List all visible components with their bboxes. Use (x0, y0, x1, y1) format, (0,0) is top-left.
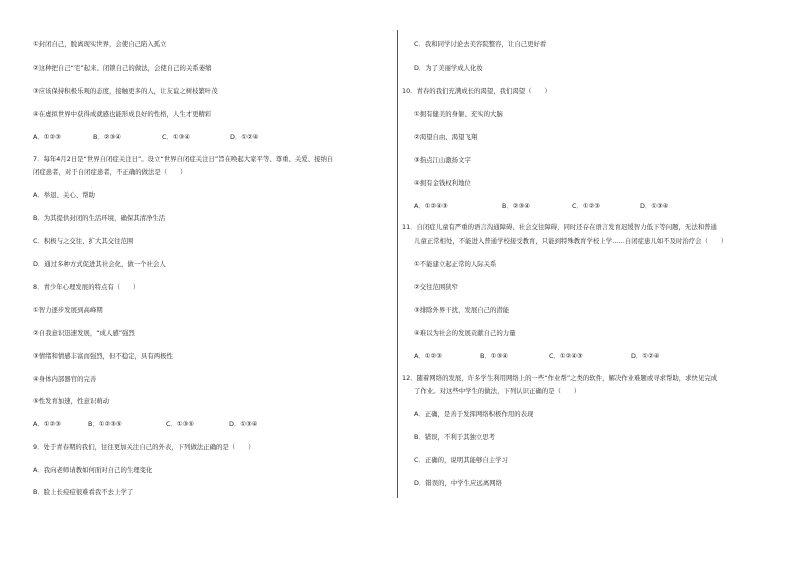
q7-option-b: B．为其提供封闭的生活环境，确保其清净生活 (33, 214, 166, 222)
q12-option-a: A．正确，是善于发挥网络积极作用的表现 (414, 410, 534, 418)
q10-option-4: ④拥有金钱权利地位 (414, 179, 471, 187)
q7-option-a: A．举退、关心、帮助 (33, 191, 95, 199)
q10-choice-b: B．②③④ (502, 202, 530, 210)
q11-choice-b: B．①③④ (480, 352, 508, 360)
q10-option-2: ②渴望自由、渴望飞翔 (414, 133, 478, 141)
q11-option-4: ④难以为社会的发展贡献自己的力量 (414, 329, 516, 337)
q8-option-4: ④身体内部器官的完善 (33, 375, 97, 383)
q11-choices (414, 352, 660, 360)
q6-option-2: ②这种把自己“宅”起来、闭锁自己的做法，会使自己的关系萎缩 (33, 64, 212, 72)
q8-option-1: ①智力逐步发展到高峰期 (33, 306, 103, 314)
q6-choice-c: C．①③④ (162, 133, 191, 141)
q6-choice-d: D．①②④ (230, 133, 259, 141)
q9-option-a: A．我向老师请教如何面对自己的生理变化 (33, 466, 153, 474)
q6-option-4: ④在虚拟世界中获得成就感也能形成良好的性格，人生才更精彩 (33, 110, 212, 118)
q7-stem-line-1: 7．每年4月2日是“世界自闭症关注日”。设立“世界自闭症关注日”旨在唤起大家平等、尊重、关爱、接纳自 (33, 155, 334, 163)
q8-choice-c: C．①③⑤ (166, 420, 195, 428)
q11-option-3: ③排除外界干扰，发展自己的潜能 (414, 306, 510, 314)
q6-choices (33, 133, 259, 141)
q12-option-d: D．错误的，中学生应远离网络 (414, 479, 502, 487)
q12-option-b: B．错误，不利于其独立思考 (414, 433, 496, 441)
q8-choices (33, 420, 258, 428)
q8-choice-a: A．①②③ (33, 420, 61, 428)
q11-option-1: ①不能建立起正常的人际关系 (414, 260, 497, 268)
q10-option-3: ③指点江山激扬文字 (414, 156, 471, 164)
column-divider (397, 30, 398, 498)
q11-option-2: ②交往范围狭窄 (414, 283, 459, 291)
q7-option-c: C．积极与之交往，扩大其交往范围 (33, 237, 134, 245)
q10-option-1: ①拥有健美的身躯、充实的大脑 (414, 110, 503, 118)
q10-stem: 10．青春的我们充满成长的渴望，我们渴望（ ） (402, 87, 551, 95)
q10-choice-a: A．①②④③ (414, 202, 448, 210)
q11-choice-d: D．①②④ (631, 352, 660, 360)
q8-option-5: ⑤性发育加速，性意识萌动 (33, 397, 110, 405)
q6-choice-b: B．②③④ (93, 133, 121, 141)
q12-stem-line-1: 12．随着网络的发展，许多学生利用网络上的一些“作业帮”之类的软件，解决作业难题或寻求帮助，求快见完成 (402, 374, 718, 382)
q6-option-3: ③应该保持积极乐观的态度，接触更多的人，让友谊之树枝繁叶茂 (33, 87, 218, 95)
q11-stem-line-1: 11．自闭症儿童有严重的语言沟通障碍、社会交往障碍，同时还存在语言发育迟缓智力低下等问题，无法和普通 (402, 223, 717, 231)
q7-option-d: D．通过多种方式促进其社会化，做一个社会人 (33, 260, 166, 268)
q9-option-b: B．脸上长痘痘很难看我不去上学了 (33, 488, 134, 496)
q12-option-c: C．正确的，说明其能够自主学习 (414, 456, 508, 464)
q9-stem: 9．处于青春期的我们，往往更加关注自己的外表，下列做法正确的是（ ） (33, 443, 255, 451)
q8-choice-d: D．①③④ (229, 420, 258, 428)
q6-choice-a: A．①②③ (33, 133, 61, 141)
q8-option-3: ③情绪和情感丰富而强烈，但不稳定，具有两极性 (33, 352, 173, 360)
q8-stem: 8．青少年心理发展的特点有（ ） (33, 283, 140, 291)
q11-choice-c: C．①②④③ (549, 352, 583, 360)
q8-option-2: ②自我意识迅速发展，“成人感”强烈 (33, 329, 135, 337)
q9-option-c: C．我和同学讨论去美容院整容，让自己更好看 (414, 40, 547, 48)
q11-choice-a: A．①②③ (414, 352, 442, 360)
q12-stem-line-2: 了作业。对这些中学生的做法，下列认识正确的是（ ） (414, 387, 581, 395)
q9-option-d: D．为了美丽学成人化妆 (414, 64, 483, 72)
q10-choices (414, 202, 669, 210)
q7-stem-line-2: 闭症患者，对于自闭症患者，不正确的做法是（ ） (33, 168, 187, 176)
q10-choice-c: C．①②③ (572, 202, 601, 210)
q8-choice-b: B．①②③⑤ (88, 420, 122, 428)
q11-stem-line-2: 儿童正常相处，不能进入普通学校接受教育，只能到特殊教育学校上学……自闭症患儿如不及时治疗会（ ） (414, 237, 728, 245)
q6-option-1: ①封闭自己，脱离现实世界，会使自己陷入孤立 (33, 40, 167, 48)
q10-choice-d: D．①③④ (640, 202, 669, 210)
